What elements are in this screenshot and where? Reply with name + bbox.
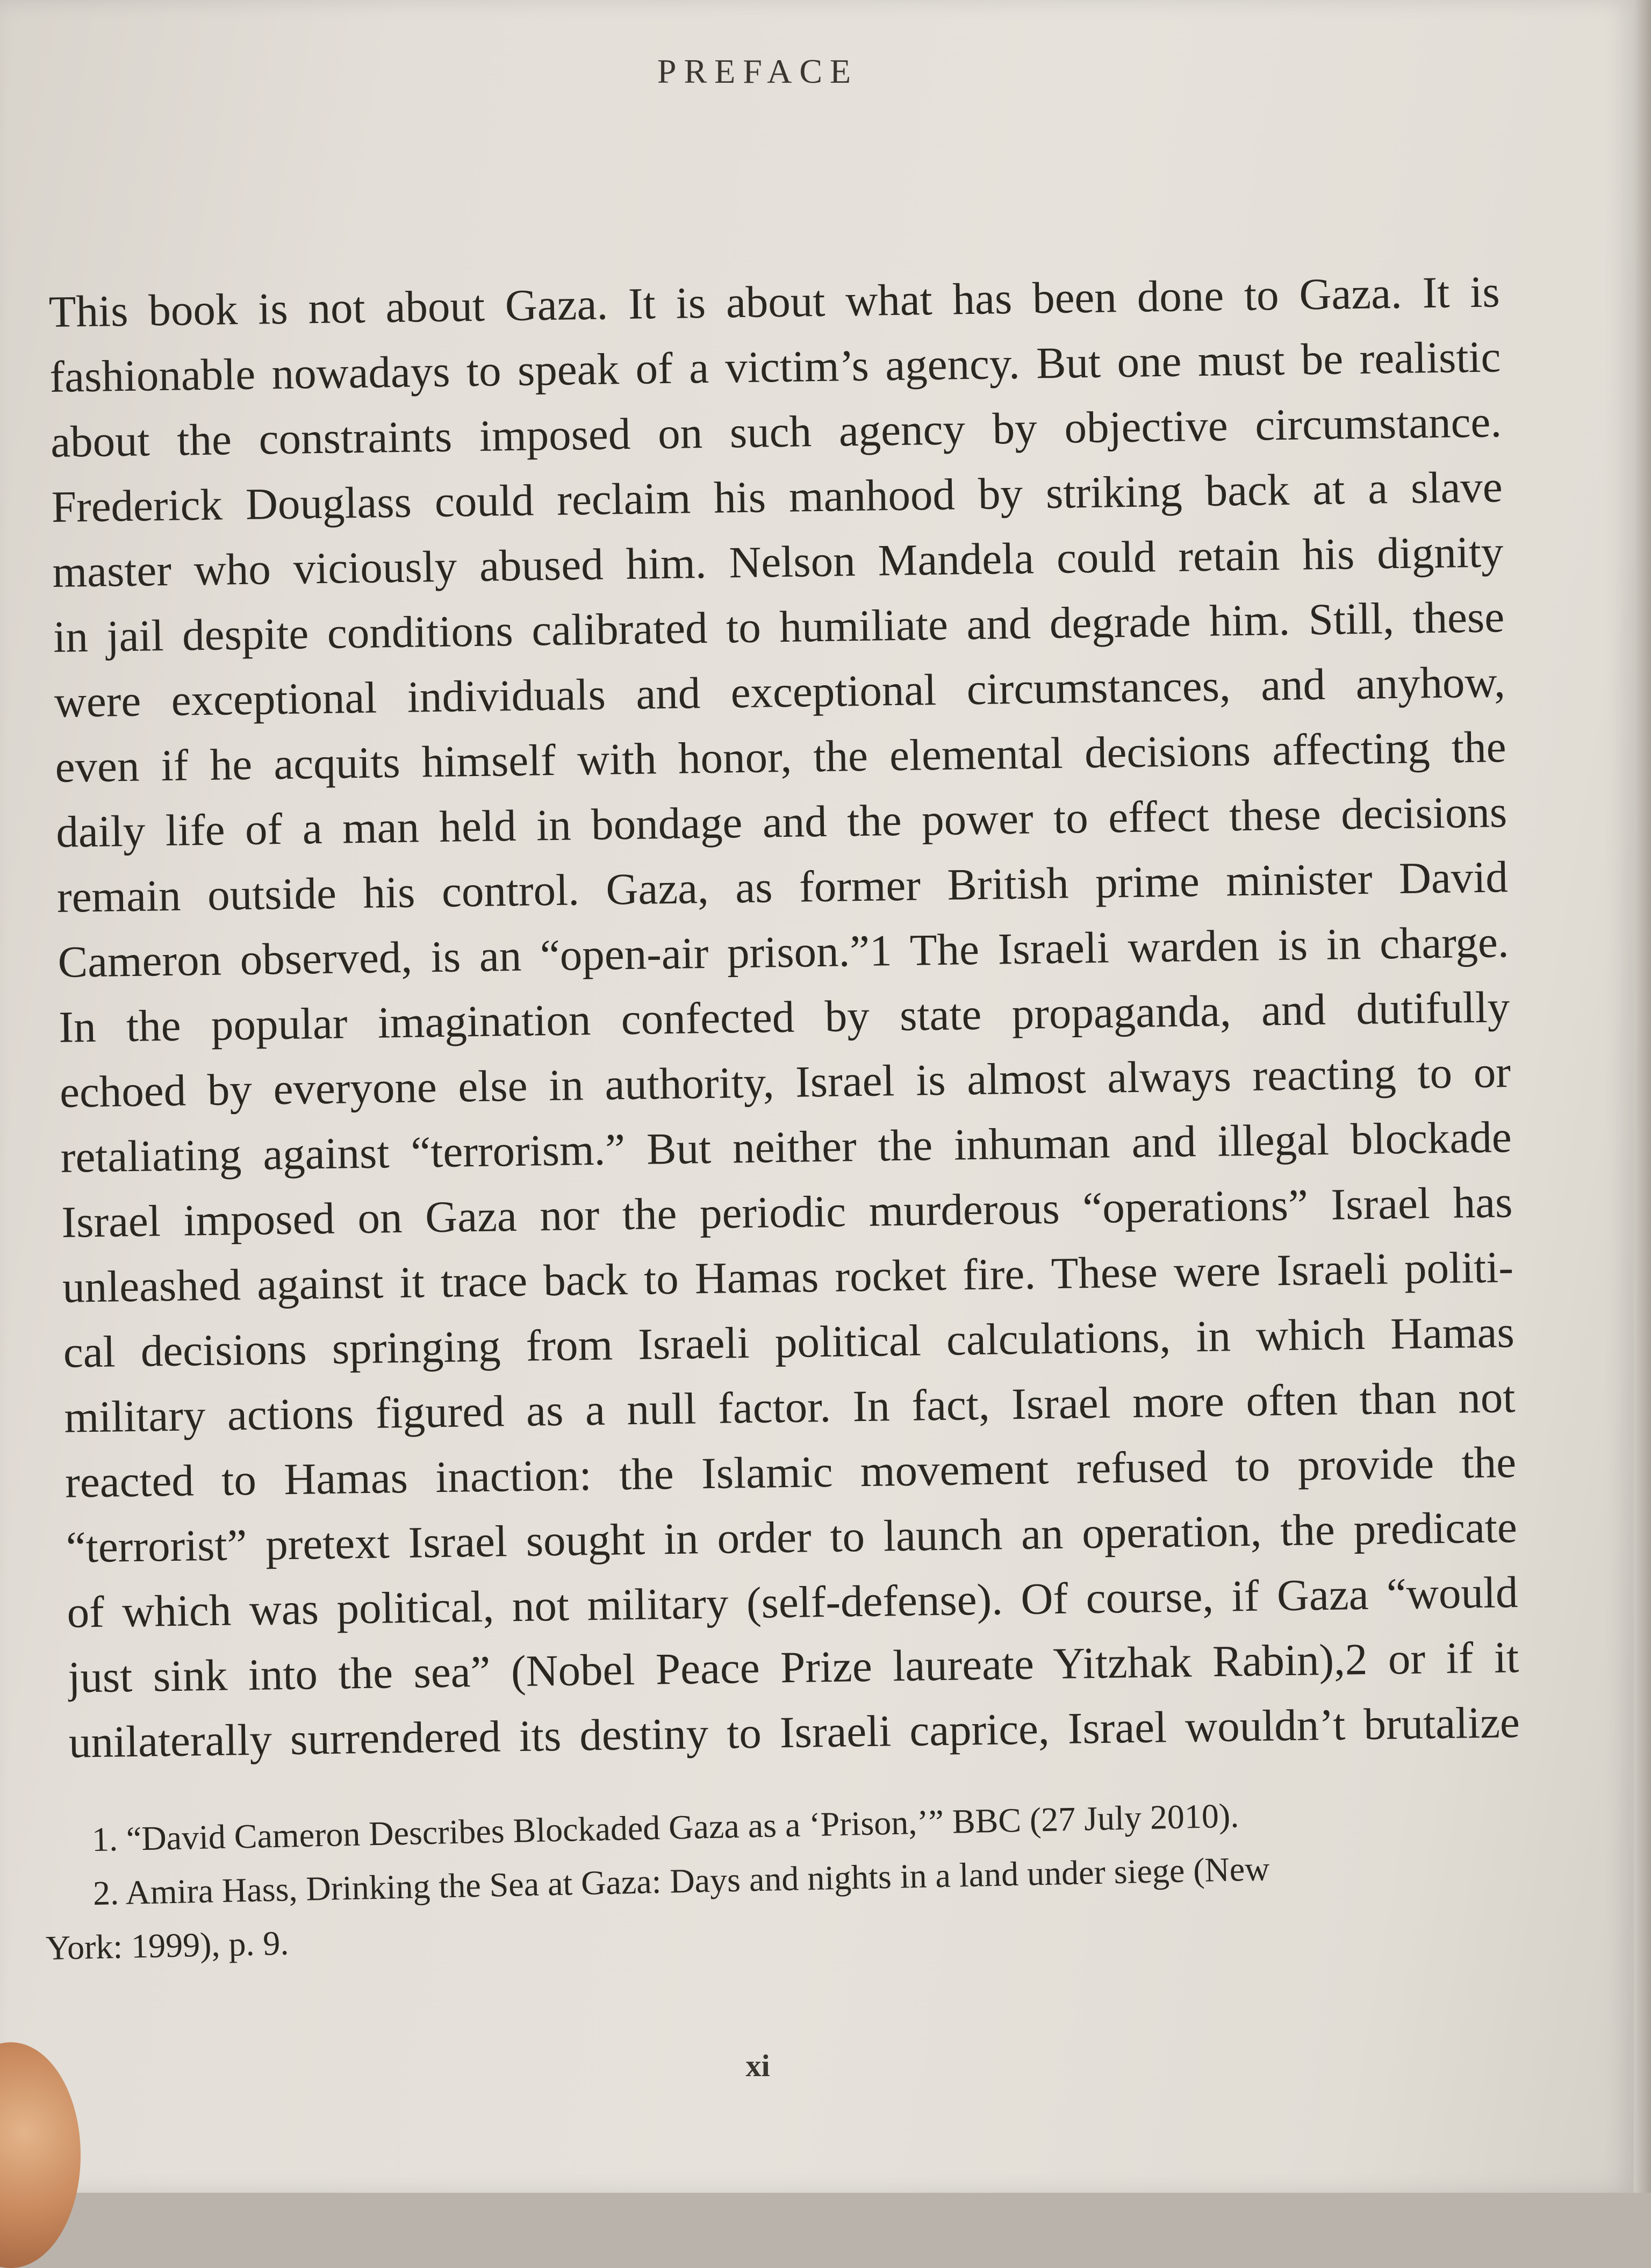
page-edge	[1634, 0, 1651, 2193]
body-line: daily life of a man held in bondage and the power to effect these decisions	[55, 787, 1508, 857]
running-head: PREFACE	[657, 52, 859, 90]
body-line: just sink into the sea” (Nobel Peace Prize laureate Yitzhak Rabin),2 or if it	[67, 1632, 1519, 1702]
body-line: were exceptional individuals and exceptional circumstances, and anyhow,	[54, 657, 1506, 727]
body-line: remain outside his control. Gaza, as former British prime minister David	[56, 852, 1509, 922]
body-line: echoed by everyone else in authority, Israel is almost always reacting to or	[59, 1047, 1511, 1117]
footnote-2: 2. Amira Hass, Drinking the Sea at Gaza: Days and nights in a land under siege (New	[92, 1849, 1270, 1913]
body-line: Cameron observed, is an “open-air prison.”1 The Israeli warden is in charge.	[58, 917, 1510, 987]
body-line: This book is not about Gaza. It is about what has been done to Gaza. It is	[48, 267, 1501, 336]
body-line: fashionable nowadays to speak of a victim’s agency. But one must be realistic	[49, 332, 1501, 401]
body-line: “terrorist” pretext Israel sought in order to launch an operation, the predicate	[66, 1502, 1518, 1572]
body-line: military actions figured as a null factor. In fact, Israel more often than not	[63, 1372, 1516, 1442]
body-line: retaliating against “terrorism.” But neither the inhuman and illegal blockade	[60, 1112, 1512, 1182]
footnotes	[43, 1784, 1465, 1975]
footnote-2-continued: York: 1999), p. 9.	[45, 1924, 290, 1967]
body-line: even if he acquits himself with honor, the elemental decisions affecting the	[55, 722, 1507, 792]
body-line: in jail despite conditions calibrated to humiliate and degrade him. Still, these	[53, 592, 1505, 662]
body-line: Frederick Douglass could reclaim his manhood by striking back at a slave	[51, 462, 1503, 532]
body-line: cal decisions springing from Israeli political calculations, in which Hamas	[63, 1307, 1515, 1377]
body-line: master who viciously abused him. Nelson Mandela could retain his dignity	[52, 527, 1504, 597]
body-line: reacted to Hamas inaction: the Islamic movement refused to provide the	[64, 1437, 1517, 1507]
body-line: unleashed against it trace back to Hamas rocket fire. These were Israeli politi-	[62, 1242, 1514, 1312]
body-line: In the popular imagination confected by state propaganda, and dutifully	[58, 982, 1510, 1052]
body-line: unilaterally surrendered its destiny to Israeli caprice, Israel wouldn’t brutalize	[68, 1697, 1520, 1767]
footnote-1: 1. “David Cameron Describes Blockaded Gaza as a ‘Prison,’” BBC (27 July 2010).	[91, 1796, 1239, 1859]
body-line: Israel imposed on Gaza nor the periodic murderous “operations” Israel has	[61, 1177, 1513, 1247]
body-line: about the constraints imposed on such agency by objective circumstance.	[50, 397, 1502, 466]
body-line: of which was political, not military (self-defense). Of course, if Gaza “would	[66, 1567, 1519, 1637]
body-paragraph	[48, 259, 1520, 1775]
page-number: xi	[745, 2048, 770, 2083]
